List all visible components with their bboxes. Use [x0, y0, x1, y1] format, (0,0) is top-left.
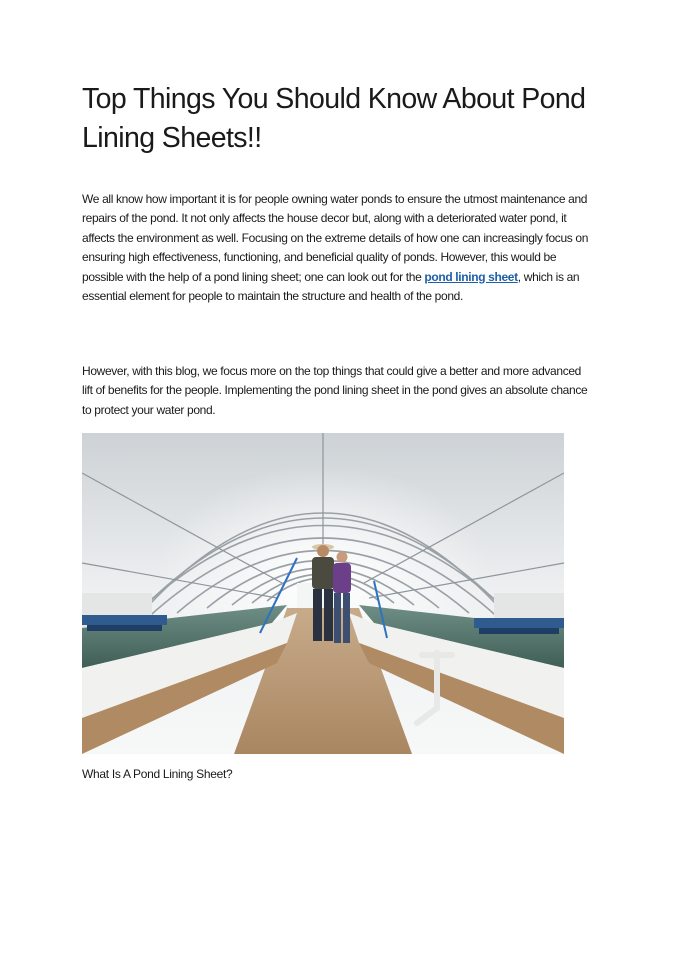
intro-text: We all know how important it is for people owning water ponds to ensure the utmost maintenance and repairs of the pond. It not only affects the house decor but, along with a deteriorated water pond, it affects the environment as well. Focusing on the extreme details of how one can increasingly focus on ensuring high effectiveness, functioning, and beneficial quality of ponds. However, this would be possible with the help of a pond lining sheet; one can look out for the — [82, 192, 589, 284]
page-title: Top Things You Should Know About Pond Lining Sheets!! — [82, 83, 586, 154]
intro-text-end: , which is an essential element for people to maintain the structure and health of the pond. — [82, 269, 580, 304]
pond-lining-sheet-link[interactable]: pond lining sheet — [424, 269, 518, 284]
intro-paragraph — [82, 190, 594, 306]
greenhouse-pond-photo — [82, 433, 564, 754]
blog-focus-paragraph: However, with this blog, we focus more on the top things that could give a better and more advanced lift of benefits for the people. Implementing the pond lining sheet in the pond gives an absolute chance to protect your water pond. — [82, 364, 588, 417]
section-heading: What Is A Pond Lining Sheet? — [82, 767, 233, 781]
